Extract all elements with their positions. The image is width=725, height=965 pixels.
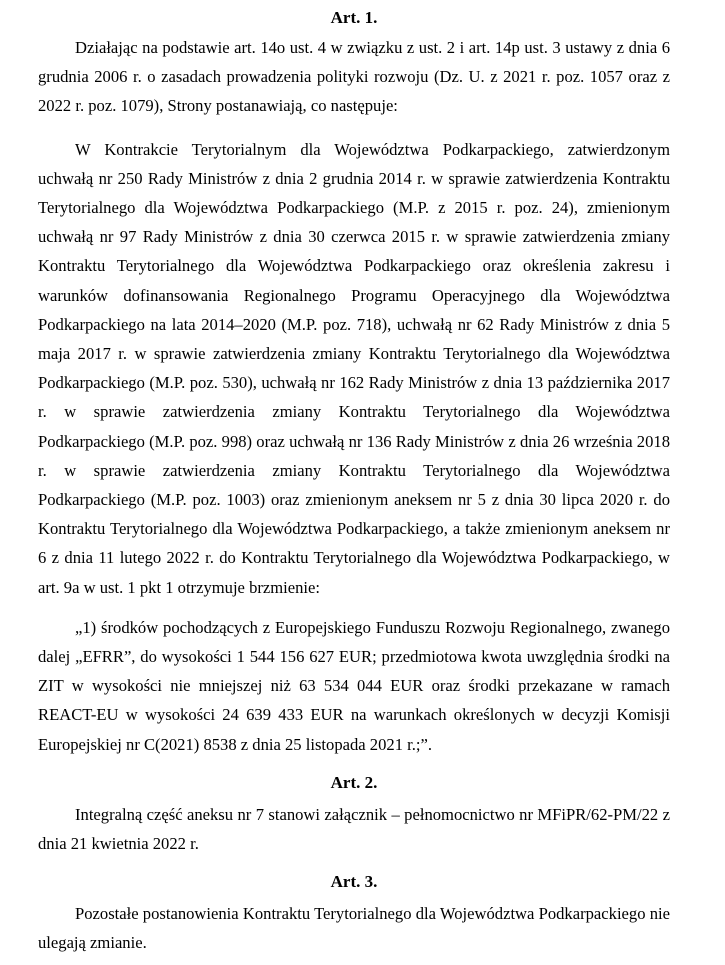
article-1-intro-paragraph: Działając na podstawie art. 14o ust. 4 w związku z ust. 2 i art. 14p ust. 3 ustawy z dnia 6 grudnia 2006 r. o zasadach prowadzenia polityki rozwoju (Dz. U. z 2021 r. poz. 1057 oraz z 2022 r. poz. 1079), Strony postanawiają, co następuje: [38,38,670,116]
article-3-heading: Art. 3. [330,872,378,892]
article-1-amendment-paragraph: W Kontrakcie Terytorialnym dla Województwa Podkarpackiego, zatwierdzonym uchwałą nr 250 Rady Ministrów z dnia 2 grudnia 2014 r. w sprawie zatwierdzenia Kontraktu Terytorialnego dla Województwa Podkarpackiego (M.P. z 2015 r. poz. 24), zmienionym uchwałą nr 97 Rady Ministrów z dnia 30 czerwca 2015 r. w sprawie zatwierdzenia zmiany Kontraktu Terytorialnego dla Województwa Podkarpackiego oraz określenia zakresu i warunków dofinansowania Regionalnego Programu Operacyjnego dla Województwa Podkarpackiego na lata 2014–2020 (M.P. poz. 718), uchwałą nr 62 Rady Ministrów z dnia 5 maja 2017 r. w sprawie zatwierdzenia zmiany Kontraktu Terytorialnego dla Województwa Podkarpackiego (M.P. poz. 530), uchwałą nr 162 Rady Ministrów z dnia 13 października 2017 r. w sprawie zatwierdzenia zmiany Kontraktu Terytorialnego dla Województwa Podkarpackiego (M.P. poz. 998) oraz uchwałą nr 136 Rady Ministrów z dnia 26 września 2018 r. w sprawie zatwierdzenia zmiany Kontraktu Terytorialnego dla Województwa Podkarpackiego (M.P. poz. 1003) oraz zmienionym aneksem nr 5 z dnia 30 lipca 2020 r. do Kontraktu Terytorialnego dla Województwa Podkarpackiego, a także zmienionym aneksem nr 6 z dnia 11 lutego 2022 r. do Kontraktu Terytorialnego dla Województwa Podkarpackiego, w art. 9a w ust. 1 pkt 1 otrzymuje brzmienie: [38,139,670,597]
article-3-paragraph: Pozostałe postanowienia Kontraktu Terytorialnego dla Województwa Podkarpackiego nie ulegają zmianie. [38,904,670,953]
article-1-heading: Art. 1. [330,8,378,27]
document-page [38,6,670,958]
article-2-paragraph: Integralną część aneksu nr 7 stanowi załącznik – pełnomocnictwo nr MFiPR/62-PM/22 z dnia 21 kwietnia 2022 r. [38,804,670,854]
article-1-quoted-provision: „1) środków pochodzących z Europejskiego Funduszu Rozwoju Regionalnego, zwanego dalej „EFRR”, do wysokości 1 544 156 627 EUR; przedmiotowa kwota uwzględnia środki na ZIT w wysokości nie mniejszej niż 63 534 044 EUR oraz środki przekazane w ramach REACT-EU w wysokości 24 639 433 EUR na warunkach określonych w decyzji Komisji Europejskiej nr C(2021) 8538 z dnia 25 listopada 2021 r.;”. [38,617,670,754]
article-2-heading: Art. 2. [330,772,378,792]
